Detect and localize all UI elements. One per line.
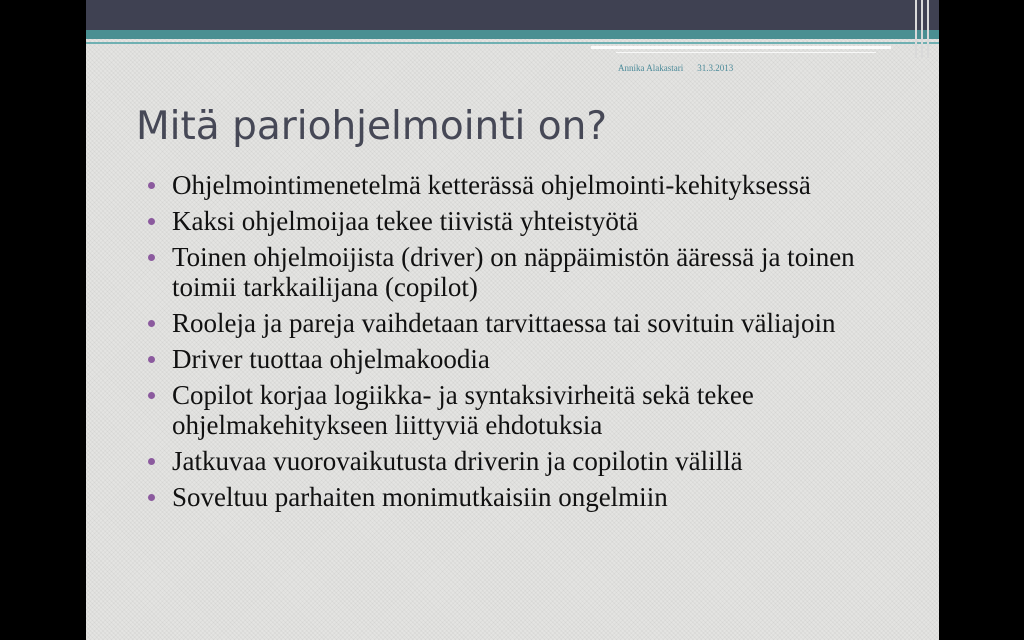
header-band — [86, 0, 939, 30]
bullet-text: Ohjelmointimenetelmä ketterässä ohjelmointi-kehityksessä — [172, 170, 811, 200]
bullet-icon — [148, 392, 155, 399]
bullet-icon — [148, 458, 155, 465]
bullet-item — [142, 242, 912, 302]
bullet-icon — [148, 218, 155, 225]
bullet-item — [142, 206, 912, 236]
bullet-item — [142, 344, 912, 374]
bullet-icon — [148, 254, 155, 261]
bullet-item — [142, 380, 912, 440]
bullet-text: Rooleja ja pareja vaihdetaan tarvittaessa tai sovituin väliajoin — [172, 308, 836, 338]
bullet-icon — [148, 320, 155, 327]
accent-line — [86, 42, 939, 44]
bullet-text: Toinen ohjelmoijista (driver) on näppäimistön ääressä ja toinen toimii tarkkailijana (copilot) — [172, 242, 855, 302]
accent-stripe — [86, 30, 939, 39]
corner-decoration — [913, 0, 939, 58]
bullet-item — [142, 170, 912, 200]
highlight-stripe-thin — [616, 52, 876, 53]
slide-title: Mitä pariohjelmointi on? — [136, 104, 608, 149]
highlight-stripe — [591, 46, 891, 49]
bullet-item — [142, 308, 912, 338]
bullet-text: Kaksi ohjelmoijaa tekee tiivistä yhteistyötä — [172, 206, 639, 236]
bullet-list — [142, 170, 912, 518]
bullet-text: Copilot korjaa logiikka- ja syntaksivirheitä sekä tekee ohjelmakehitykseen liittyviä ehdotuksia — [172, 380, 754, 440]
bullet-item — [142, 446, 912, 476]
date-label: 31.3.2013 — [697, 63, 734, 73]
slide-meta — [618, 63, 733, 73]
bullet-icon — [148, 356, 155, 363]
bullet-item — [142, 482, 912, 512]
bullet-text: Driver tuottaa ohjelmakoodia — [172, 344, 490, 374]
bullet-icon — [148, 494, 155, 501]
slide — [86, 0, 939, 640]
bullet-text: Soveltuu parhaiten monimutkaisiin ongelmiin — [172, 482, 668, 512]
bullet-text: Jatkuvaa vuorovaikutusta driverin ja copilotin välillä — [172, 446, 743, 476]
bullet-icon — [148, 182, 155, 189]
author-label: Annika Alakastari — [618, 63, 684, 73]
